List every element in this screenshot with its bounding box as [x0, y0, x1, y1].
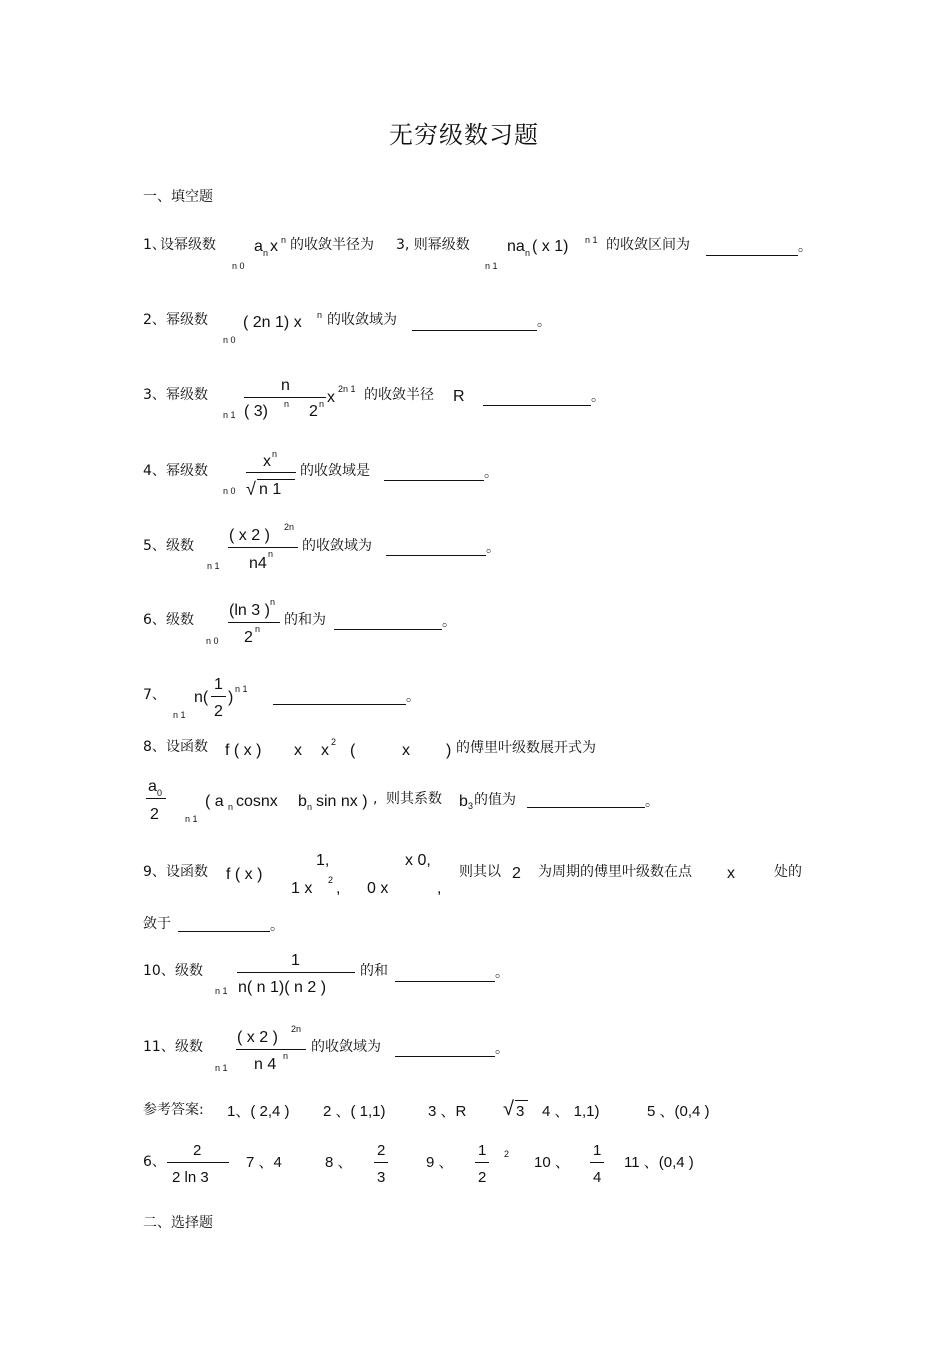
- q1-text: 设幂级数: [160, 237, 216, 253]
- q1-sum-limit: n 0: [232, 261, 245, 271]
- section-fill-in-blank: 一、填空题: [143, 189, 213, 205]
- q3-fraction-bar: [244, 397, 326, 398]
- sqrt-icon: √: [503, 1098, 514, 1120]
- q5-numerator: ( x 2 ): [229, 527, 270, 544]
- q1-answer-blank[interactable]: [706, 255, 798, 256]
- q9-answer-blank[interactable]: [178, 931, 270, 932]
- q11-answer-blank[interactable]: [395, 1056, 495, 1057]
- section-multiple-choice: 二、选择题: [143, 1215, 213, 1231]
- q5-answer-blank[interactable]: [386, 555, 486, 556]
- q3-numerator: n: [281, 377, 290, 394]
- q7-formula: n(: [194, 689, 209, 706]
- q4-numerator: x: [263, 453, 271, 470]
- q10-denominator: n( n 1)( n 2 ): [238, 979, 327, 996]
- q2-formula: ( 2n 1) x: [243, 314, 302, 331]
- q5-denominator: n4: [249, 555, 267, 572]
- q8-answer-blank[interactable]: [527, 807, 645, 808]
- q6-numerator: (ln 3 ): [229, 602, 270, 619]
- q2-answer-blank[interactable]: [412, 330, 537, 331]
- answers-label: 参考答案:: [143, 1102, 204, 1118]
- q8-series: ( a: [205, 793, 224, 810]
- q4-denominator: n 1: [259, 481, 282, 498]
- q10-answer-blank[interactable]: [395, 981, 495, 982]
- q3-denominator: ( 3): [244, 403, 268, 420]
- q8-function: f ( x ): [225, 742, 262, 759]
- document-page: 无穷级数习题 一、填空题 1、 设幂级数 a n x n n 0 的收敛半径为 3, 则幂级数 na n ( x 1) n 1 n 1 的收敛区间为 。 2、 幂级数 n 0 ( 2n 1) x n 的收敛域为 。 3、 幂级数 n 1 n ( 3) n 2 n x 2n 1 的收敛半径 R 。 4、 幂级数 n 0 x n √ n 1 的收敛域是 。 5、 级数 n 1 ( x 2 ) 2n n4 n 的收敛域为 。 6、 级数 n 0 (ln 3 ) n 2 n 的和为 。 7、 n 1 n( 1 2 ) n 1 。 8、 设函数 f ( x ) x x 2 ( x ) 的傅里叶级数展开式为 a 0 2 n 1 ( a n cosnx b n sin nx ) , 则其系数 b 3 的值为 。 9、 设函数 f ( x ) 1, x 0, 1 x 2 , 0 x , 则其以 2 为周期的傅里叶级数在点 x 处的 敛于 。 10、 级数 n 1 1 n( n 1)( n 2 ) 的和 。 11、 级数 n 1 ( x 2 ) 2n n 4 n 的收敛域为 。 参考答案: 1、( 2,4 ) 2 、( 1,1) 3 、R √ 3 4 、 1,1) 5 、(0,4 ) 6、 2 2 ln 3 7 、4 8 、 2 3 9 、 1 2 2 10 、 1 4 11 、(0,4 ) 二、选择题: [143, 121, 812, 1231]
- q1-number: 1、: [143, 237, 166, 253]
- q7-answer-blank[interactable]: [273, 704, 406, 705]
- q4-answer-blank[interactable]: [384, 480, 484, 481]
- page-title: 无穷级数习题: [389, 121, 539, 149]
- sqrt-icon: √: [246, 479, 256, 499]
- q1-formula: a: [254, 238, 263, 255]
- q9-function: f ( x ): [226, 866, 263, 883]
- q6-answer-blank[interactable]: [334, 629, 442, 630]
- q3-answer-blank[interactable]: [483, 405, 591, 406]
- q6-denominator: 2: [244, 629, 253, 646]
